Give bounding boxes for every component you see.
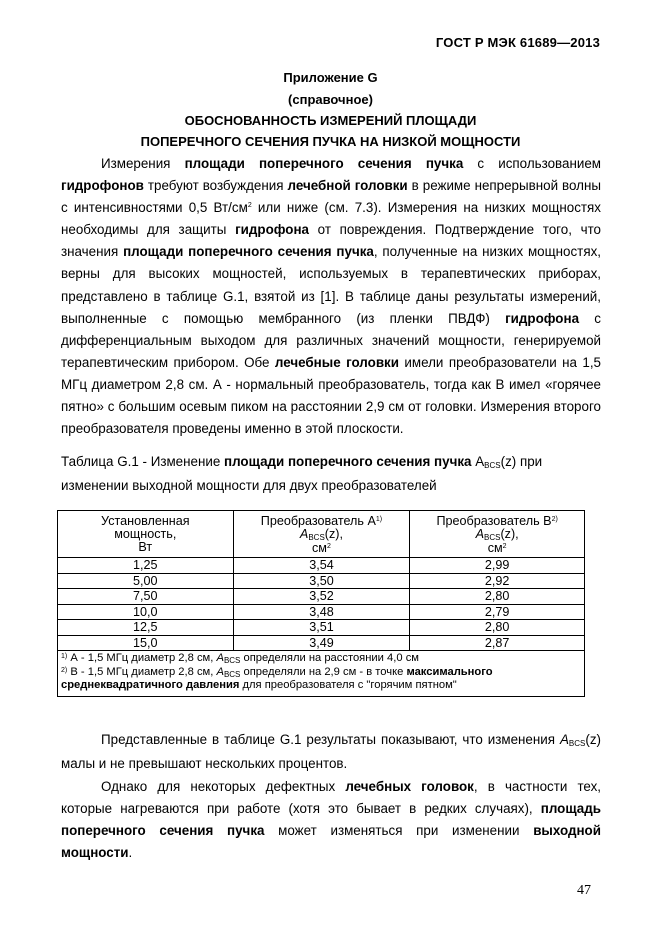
annex-kind: (справочное) <box>288 92 373 107</box>
table-footnotes <box>58 651 585 697</box>
table-row: 5,00 3,50 2,92 <box>58 573 585 589</box>
table-row: 1,25 3,54 2,99 <box>58 558 585 574</box>
results-table <box>57 510 585 697</box>
table-caption: Таблица G.1 - Изменение площади поперечного сечения пучка ABCS(z) при изменении выходной мощности для двух преобразователей <box>61 454 543 493</box>
table-row: 12,5 3,51 2,80 <box>58 620 585 636</box>
footnote-1: $^{1)}$ А - 1,5 МГц диаметр 2,8 см, ABCS определяли на расстоянии 4,0 см <box>61 652 419 665</box>
document-header: ГОСТ Р МЭК 61689—2013 <box>435 35 600 50</box>
annex-heading-line-1: ОБОСНОВАННОСТЬ ИЗМЕРЕНИЙ ПЛОЩАДИ <box>184 113 477 128</box>
paragraph-intro: Измерения площади поперечного сечения пучка с использованием гидрофонов требуют возбуждения лечебной головки в режиме непрерывной волны с интенсивностями 0,5 $Вт/см^2$ или ниже (см. 7.3). Измерения на низких мощностях необходимы для защиты гидрофона от повреждения. Подтверждение того, что значения площади поперечного сечения пучка, полученные на низких мощностях, верны для высоких мощностей, используемых в терапевтических приборах, представлено в таблице G.1, взятой из [1]. В таблице даны результаты измерений, выполненные с помощью мембранного (из пленки ПВДФ) гидрофона с дифференциальным выходом для различных значений мощности, генерируемой терапевтическим прибором. Обе лечебные головки имели преобразователи на 1,5 МГц диаметром 2,8 см. А - нормальный преобразователь, тогда как В имел «горячее пятно» с большим осевым пиком на расстоянии 2,9 см от головки. Измерения второго преобразователя проведены именно в этой плоскости. <box>61 156 602 437</box>
header-transducer-b: Преобразователь $В^{2)}$ ABCS(z), $см^2$ <box>410 511 585 558</box>
table-row: 15,0 3,49 2,87 <box>58 635 585 651</box>
paragraph-results: Представленные в таблице G.1 результаты показывают, что изменения ABCS(z) малы и не превышают нескольких процентов. <box>61 732 601 772</box>
table-row: 10,0 3,48 2,79 <box>58 604 585 620</box>
footnote-2: $^{2)}$ В - 1,5 МГц диаметр 2,8 см, ABCS определяли на 2,9 см - в точке максимального среднеквадратичного давления для преобразователя с "горячим пятном" <box>61 665 493 691</box>
annex-heading-line-2: ПОПЕРЕЧНОГО СЕЧЕНИЯ ПУЧКА НА НИЗКОЙ МОЩНОСТИ <box>140 134 521 149</box>
table-header-row <box>58 511 585 558</box>
header-transducer-a: Преобразователь $А^{1)}$ ABCS(z), $см^2$ <box>233 511 410 558</box>
paragraph-defective: Однако для некоторых дефектных лечебных головок, в частности тех, которые нагреваются при работе (хотя это бывает в редких случаях), площадь поперечного сечения пучка может изменяться при изменении выходной мощности. <box>61 779 602 861</box>
table-notes-row <box>58 651 585 697</box>
annex-title: Приложение G <box>283 70 378 85</box>
table-row: 7,50 3,52 2,80 <box>58 589 585 605</box>
header-power: Установленная мощность, Вт <box>58 511 234 558</box>
page-number: 47 <box>577 883 591 898</box>
